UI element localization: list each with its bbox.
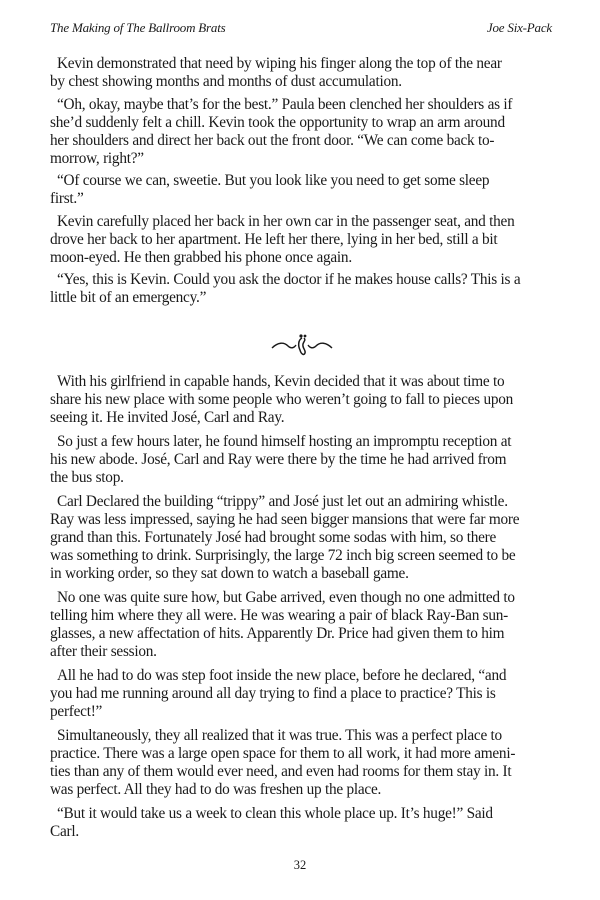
text-line: telling him where they all were. He was wearing a pair of black Ray-Ban sun- (50, 607, 509, 624)
text-line: by chest showing months and months of dust accumulation. (50, 73, 402, 90)
text-line: after their session. (50, 643, 157, 660)
text-line: Carl Declared the building “trippy” and José just let out an admiring whistle. (57, 493, 508, 510)
text-line: drove her back to her apartment. He left her there, lying in her bed, still a bit (50, 230, 498, 248)
text-line: was something to drink. Surprisingly, the large 72 inch big screen seemed to be (50, 547, 516, 564)
running-header-title: The Making of The Ballroom Brats (50, 20, 226, 35)
paragraph (50, 433, 555, 487)
text-line: With his girlfriend in capable hands, Kevin decided that it was about time to (57, 373, 505, 390)
paragraph (50, 493, 555, 583)
text-line: seeing it. He invited José, Carl and Ray. (50, 409, 285, 426)
text-line: morrow, right?” (50, 149, 144, 167)
text-line: ties than any of them would ever need, and even had rooms for them stay in. It (50, 763, 512, 780)
body-text-section-2 (50, 373, 555, 847)
text-line: Ray was less impressed, saying he had seen bigger mansions that were far more (50, 511, 520, 528)
text-line: she’d suddenly felt a chill. Kevin took the opportunity to wrap an arm around (50, 113, 505, 131)
text-line: All he had to do was step foot inside the new place, before he declared, “and (57, 667, 507, 684)
text-line: moon-eyed. He then grabbed his phone once again. (50, 248, 352, 266)
paragraph (50, 805, 555, 841)
text-line: Carl. (50, 823, 79, 840)
running-header-author: Joe Six-Pack (486, 20, 552, 35)
paragraph (50, 373, 555, 427)
text-line: So just a few hours later, he found himself hosting an impromptu reception at (57, 433, 512, 450)
text-line: share his new place with some people who weren’t going to fall to pieces upon (50, 391, 514, 408)
paragraph (50, 55, 555, 91)
text-line: practice. There was a large open space for them to all work, it had more ameni- (50, 745, 516, 762)
paragraph (50, 213, 555, 267)
text-line: you had me running around all day trying to find a place to practice? This is (50, 685, 496, 702)
text-line: first.” (50, 190, 84, 207)
body-text-section-1 (50, 55, 555, 312)
text-line: Kevin carefully placed her back in her own car in the passenger seat, and then (57, 212, 515, 230)
text-line: grand than this. Fortunately José had brought some sodas with him, so there (50, 529, 497, 546)
text-line: Kevin demonstrated that need by wiping his finger along the top of the near (57, 55, 502, 72)
page-number: 32 (293, 858, 307, 872)
text-line: little bit of an emergency.” (50, 289, 207, 306)
text-line: her shoulders and direct her back out the front door. “We can come back to- (50, 131, 495, 149)
text-line: “But it would take us a week to clean this whole place up. It’s huge!” Said (57, 805, 493, 822)
paragraph (50, 727, 555, 799)
paragraph (50, 172, 555, 208)
text-line: Simultaneously, they all realized that it was true. This was a perfect place to (57, 727, 502, 744)
text-line: “Of course we can, sweetie. But you look like you need to get some sleep (57, 172, 490, 189)
paragraph (50, 589, 555, 661)
text-line: No one was quite sure how, but Gabe arrived, even though no one admitted to (57, 589, 515, 606)
paragraph (50, 96, 555, 168)
text-line: glasses, a new affectation of hits. Apparently Dr. Price had given them to him (50, 625, 505, 642)
fleuron-divider-icon (270, 332, 334, 360)
text-line: “Yes, this is Kevin. Could you ask the doctor if he makes house calls? This is a (57, 271, 521, 288)
paragraph (50, 271, 555, 307)
text-line: was perfect. All they had to do was freshen up the place. (50, 781, 382, 798)
text-line: in working order, so they sat down to watch a baseball game. (50, 565, 409, 582)
text-line: the bus stop. (50, 469, 124, 486)
text-line: “Oh, okay, maybe that’s for the best.” Paula been clenched her shoulders as if (57, 95, 513, 113)
text-line: perfect!” (50, 703, 103, 720)
text-line: his new abode. José, Carl and Ray were there by the time he had arrived from (50, 451, 507, 468)
paragraph (50, 667, 555, 721)
